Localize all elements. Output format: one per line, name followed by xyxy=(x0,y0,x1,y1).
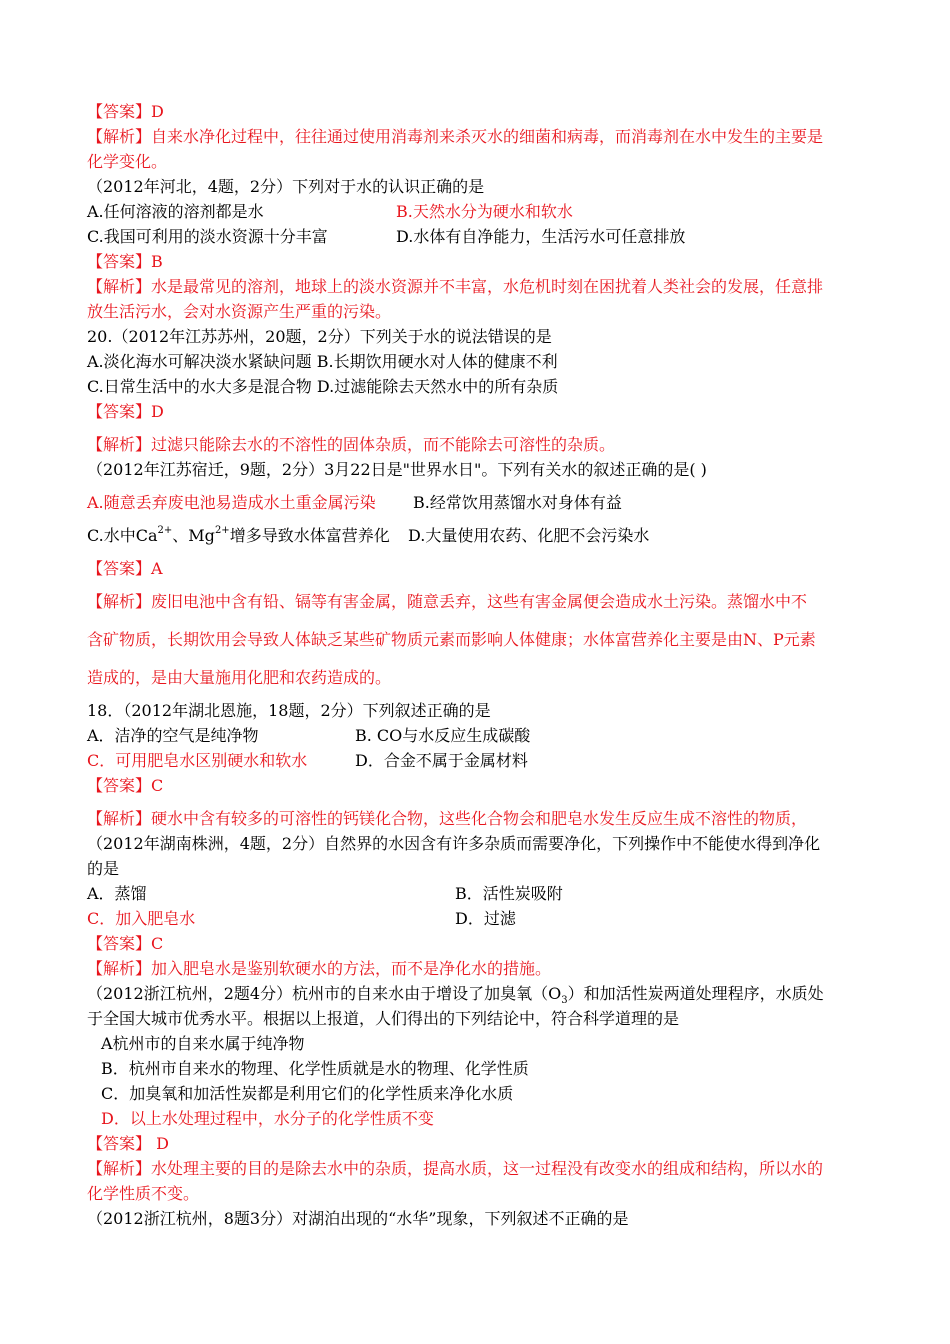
option-b: B．活性炭吸附 xyxy=(455,884,563,903)
question-stem: 18．（2012年湖北恩施，18题，2分）下列叙述正确的是 xyxy=(87,701,491,720)
analysis-text: 放生活污水，会对水资源产生严重的污染。 xyxy=(87,302,392,321)
analysis-text: 自来水净化过程中，往往通过使用消毒剂来杀灭水的细菌和病毒，而消毒剂在水中发生的主要是 xyxy=(151,127,824,146)
option-b: B. CO与水反应生成碳酸 xyxy=(355,726,531,745)
analysis-tag: 【解析】 xyxy=(87,127,152,146)
option-c: C．可用肥皂水区别硬水和软水 xyxy=(87,751,308,770)
option-a: A．蒸馏 xyxy=(87,884,147,903)
analysis-tag: 【解析】 xyxy=(87,1159,152,1178)
option-d: D.大量使用农药、化肥不会污染水 xyxy=(408,526,650,545)
question-stem: （2012年河北，4题，2分）下列对于水的认识正确的是 xyxy=(87,177,485,196)
analysis-line xyxy=(87,1157,823,1181)
analysis-text: 水处理主要的目的是除去水中的杂质，提高水质，这一过程没有改变水的组成和结构，所以水的 xyxy=(151,1159,824,1178)
answer-line: 【答案】D xyxy=(87,102,164,121)
analysis-text: 废旧电池中含有铅、镉等有害金属，随意丢弃，这些有害金属便会造成水土污染。蒸馏水中不 xyxy=(151,592,808,611)
analysis-line xyxy=(87,590,807,614)
analysis-text: 化学性质不变。 xyxy=(87,1184,200,1203)
option-c: C．加臭氧和加活性炭都是利用它们的化学性质来净化水质 xyxy=(101,1084,514,1103)
analysis-tag: 【解析】 xyxy=(87,959,152,978)
analysis-text: 含矿物质，长期饮用会导致人体缺乏某些矿物质元素而影响人体健康；水体富营养化主要是由N、P元素 xyxy=(87,630,816,649)
answer-line: 【答案】C xyxy=(87,934,164,953)
option-b: B.经常饮用蒸馏水对身体有益 xyxy=(413,493,622,512)
option-cd: C.日常生活中的水大多是混合物 D.过滤能除去天然水中的所有杂质 xyxy=(87,377,559,396)
option-ab: A.淡化海水可解决淡水紧缺问题 B.长期饮用硬水对人体的健康不利 xyxy=(87,352,558,371)
question-stem: （2012浙江杭州，2题4分）杭州市的自来水由于增设了加臭氧$(O_3)$和加活性炭两道处理程序，水质处 xyxy=(87,984,824,1007)
question-stem: （2012年湖南株洲，4题，2分）自然界的水因含有许多杂质而需要净化，下列操作中不能使水得到净化 xyxy=(87,834,821,853)
option-c: C.我国可利用的淡水资源十分丰富 xyxy=(87,227,328,246)
analysis-line xyxy=(87,957,551,981)
analysis-line xyxy=(87,807,807,831)
answer-line: 【答案】B xyxy=(87,252,163,271)
option-d: D．合金不属于金属材料 xyxy=(355,751,528,770)
analysis-tag: 【解析】 xyxy=(87,435,152,454)
analysis-text: 过滤只能除去水的不溶性的固体杂质，而不能除去可溶性的杂质。 xyxy=(151,435,616,454)
analysis-text: 造成的，是由大量施用化肥和农药造成的。 xyxy=(87,668,392,687)
option-b: B．杭州市自来水的物理、化学性质就是水的物理、化学性质 xyxy=(101,1059,529,1078)
option-c: C.水中$Ca^{2+}$、$Mg^{2+}$增多导致水体富营养化 xyxy=(87,524,390,545)
question-stem: （2012浙江杭州，8题3分）对湖泊出现的“水华”现象，下列叙述不正确的是 xyxy=(87,1209,629,1228)
option-a: A杭州市的自来水属于纯净物 xyxy=(101,1034,305,1053)
question-stem: 20.（2012年江苏苏州，20题，2分）下列关于水的说法错误的是 xyxy=(87,327,552,346)
answer-line: 【答案】D xyxy=(87,402,164,421)
option-d: D．过滤 xyxy=(455,909,516,928)
option-a: A．洁净的空气是纯净物 xyxy=(87,726,259,745)
analysis-tag: 【解析】 xyxy=(87,592,152,611)
option-d: D．以上水处理过程中，水分子的化学性质不变 xyxy=(101,1109,434,1128)
analysis-line xyxy=(87,433,615,457)
question-stem: （2012年江苏宿迁，9题，2分）3月22日是"世界水日"。下列有关水的叙述正确的是( ) xyxy=(87,460,707,479)
analysis-text: 加入肥皂水是鉴别软硬水的方法，而不是净化水的措施。 xyxy=(151,959,552,978)
answer-line: 【答案】C xyxy=(87,776,164,795)
question-stem: 于全国大城市优秀水平。根据以上报道，人们得出的下列结论中，符合科学道理的是 xyxy=(87,1009,680,1028)
answer-line: 【答案】 D xyxy=(87,1134,169,1153)
analysis-text: 水是最常见的溶剂，地球上的淡水资源并不丰富，水危机时刻在困扰着人类社会的发展，任意排 xyxy=(151,277,824,296)
analysis-text: 硬水中含有较多的可溶性的钙镁化合物，这些化合物会和肥皂水发生反应生成不溶性的物质， xyxy=(151,809,808,828)
option-a: A.随意丢弃废电池易造成水土重金属污染 xyxy=(87,493,376,512)
option-d: D.水体有自净能力，生活污水可任意排放 xyxy=(396,227,686,246)
answer-line: 【答案】A xyxy=(87,559,163,578)
analysis-tag: 【解析】 xyxy=(87,809,152,828)
option-a: A.任何溶液的溶剂都是水 xyxy=(87,202,264,221)
question-stem: 的是 xyxy=(87,859,120,878)
analysis-text: 化学变化。 xyxy=(87,152,168,171)
analysis-line xyxy=(87,275,823,299)
option-c: C．加入肥皂水 xyxy=(87,909,196,928)
analysis-line xyxy=(87,125,823,149)
option-b: B.天然水分为硬水和软水 xyxy=(396,202,573,221)
analysis-tag: 【解析】 xyxy=(87,277,152,296)
